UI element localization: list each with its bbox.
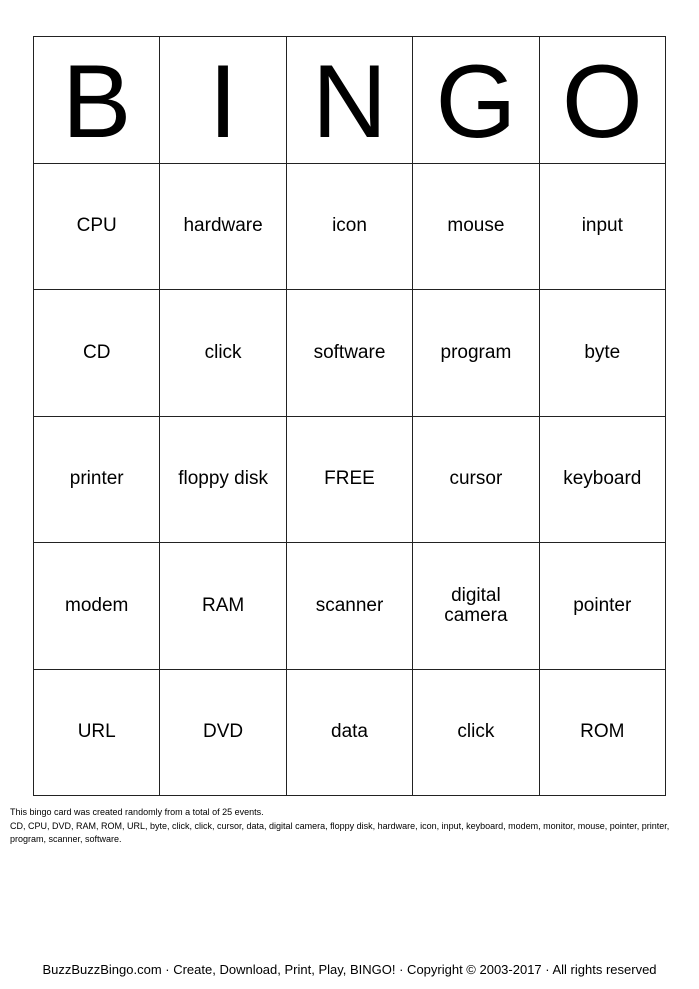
bingo-cell-text: mouse bbox=[447, 215, 505, 237]
bingo-cell-text: modem bbox=[65, 594, 129, 616]
bingo-cell bbox=[540, 290, 666, 417]
free-space-cell bbox=[287, 417, 413, 544]
bingo-cell bbox=[34, 543, 160, 670]
bingo-cell-text: icon bbox=[332, 215, 367, 237]
bingo-cell bbox=[160, 164, 286, 291]
bingo-cell-text: software bbox=[313, 341, 386, 363]
bingo-cell-text: cursor bbox=[449, 468, 503, 490]
bingo-cell bbox=[287, 543, 413, 670]
bingo-cell bbox=[34, 164, 160, 291]
bingo-cell-text: digital camera bbox=[444, 584, 508, 626]
bingo-cell bbox=[160, 543, 286, 670]
bingo-cell-text: URL bbox=[77, 721, 116, 743]
bingo-cell bbox=[287, 670, 413, 797]
bingo-cell bbox=[540, 543, 666, 670]
bingo-cell bbox=[540, 670, 666, 797]
bingo-cell bbox=[160, 670, 286, 797]
bingo-cell-text: CPU bbox=[76, 215, 117, 237]
bingo-cell-text: data bbox=[331, 721, 368, 743]
bingo-cell-text: DVD bbox=[203, 721, 244, 743]
bingo-cell bbox=[413, 164, 539, 291]
bingo-cell-text: byte bbox=[584, 341, 621, 363]
bingo-cell bbox=[413, 543, 539, 670]
bingo-cell-text: RAM bbox=[201, 594, 245, 616]
bingo-cell bbox=[413, 417, 539, 544]
bingo-cell bbox=[413, 290, 539, 417]
bingo-cell-text: floppy disk bbox=[178, 468, 268, 490]
bingo-cell bbox=[540, 164, 666, 291]
header-letter-g: G bbox=[413, 37, 539, 164]
bingo-cell bbox=[540, 417, 666, 544]
bingo-cell-text: pointer bbox=[573, 594, 632, 616]
bingo-cell bbox=[34, 670, 160, 797]
bingo-cell-text: click bbox=[204, 341, 242, 363]
bingo-cell-text: hardware bbox=[183, 215, 263, 237]
bingo-cell-text: program bbox=[440, 341, 512, 363]
bingo-cell bbox=[287, 164, 413, 291]
bingo-cell-text: input bbox=[581, 215, 623, 237]
bingo-cell bbox=[34, 290, 160, 417]
bingo-cell-text: CD bbox=[82, 341, 111, 363]
bingo-cell bbox=[413, 670, 539, 797]
bingo-cell bbox=[287, 290, 413, 417]
footer-copyright: BuzzBuzzBingo.com · Create, Download, Print, Play, BINGO! · Copyright © 2003-2017 · All rights reserved bbox=[42, 962, 657, 977]
card-description: This bingo card was created randomly from a total of 25 events. bbox=[10, 807, 264, 817]
bingo-cell-text: keyboard bbox=[563, 468, 642, 490]
header-letter-n: N bbox=[287, 37, 413, 164]
bingo-cell-text: scanner bbox=[315, 594, 384, 616]
bingo-cell bbox=[34, 417, 160, 544]
bingo-cell-text: printer bbox=[69, 468, 124, 490]
header-letter-i: I bbox=[160, 37, 286, 164]
bingo-cell bbox=[160, 290, 286, 417]
free-space-text: FREE bbox=[324, 468, 375, 490]
bingo-cell-text: click bbox=[457, 721, 495, 743]
bingo-cell bbox=[160, 417, 286, 544]
event-list: CD, CPU, DVD, RAM, ROM, URL, byte, click, click, cursor, data, digital camera, floppy disk, hardware, icon, input, keyboard, modem, monitor, mouse, pointer, printer, program, scanner, software. bbox=[10, 821, 670, 844]
bingo-card bbox=[33, 36, 666, 796]
bingo-cell-text: ROM bbox=[580, 721, 625, 743]
header-letter-o: O bbox=[540, 37, 666, 164]
header-letter-b: B bbox=[34, 37, 160, 164]
